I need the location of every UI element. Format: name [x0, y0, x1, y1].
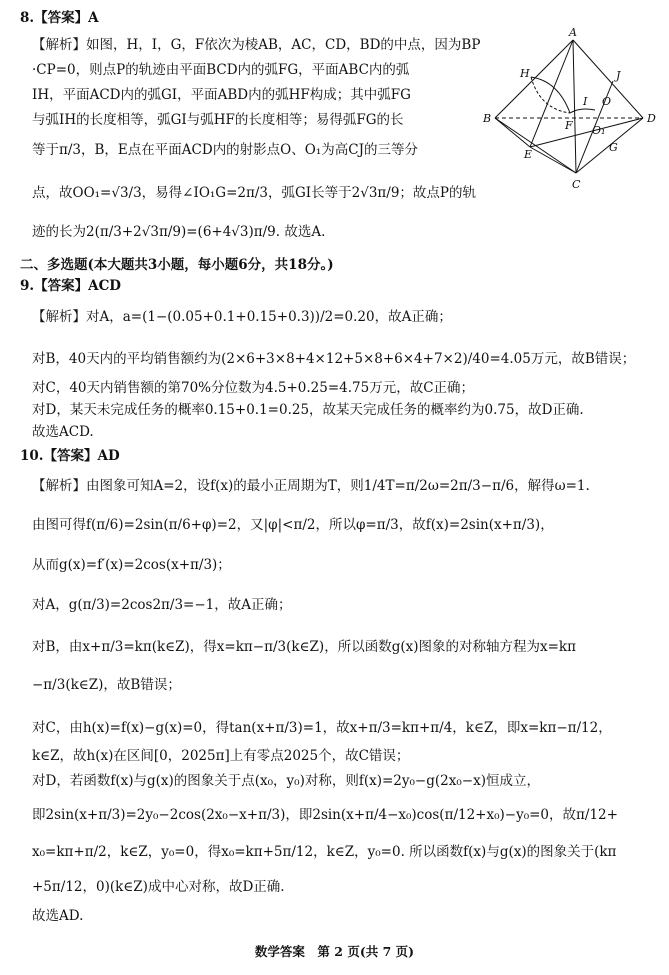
q8-analysis-line: 点，故OO₁=√3/3，易得∠IO₁G=2π/3，弧GI长等于2√3π/9；故点P的轨	[32, 185, 476, 201]
svg-text:B: B	[483, 112, 492, 125]
octahedron-diagram	[480, 25, 660, 195]
q8-analysis-line: IH，平面ACD内的弧GI，平面ABD内的弧HF构成；其中弧FG	[32, 87, 411, 103]
svg-text:G: G	[609, 141, 618, 154]
q8-analysis-line: 迹的长为2(π/3+2√3π/9)=(6+4√3)π/9. 故选A.	[32, 224, 326, 240]
q9-answer: 9.【答案】ACD	[20, 278, 122, 294]
q10-analysis-line: x₀=kπ+π/2，k∈Z，y₀=0，得x₀=kπ+5π/12，k∈Z，y₀=0. 所以函数f(x)与g(x)的图象关于(kπ	[32, 844, 617, 860]
q10-analysis-line: 即2sin(x+π/3)=2y₀−2cos(2x₀−x+π/3)，即2sin(x+π/4−x₀)cos(π/12+x₀)−y₀=0，故π/12+	[32, 807, 618, 823]
svg-text:I: I	[583, 95, 588, 108]
svg-text:J: J	[616, 69, 621, 82]
q10-answer: 10.【答案】AD	[20, 448, 120, 464]
q9-conclusion: 故选ACD.	[32, 424, 94, 440]
q8-analysis-line: 等于π/3，B，E点在平面ACD内的射影点O、O₁为高CJ的三等分	[32, 142, 418, 158]
q10-conclusion: 故选AD.	[32, 908, 84, 924]
svg-text:F: F	[565, 119, 573, 132]
svg-text:C: C	[572, 178, 581, 191]
q8-analysis-line: 与弧IH的长度相等，弧GI与弧HF的长度相等；易得弧FG的长	[32, 112, 404, 128]
section-heading: 二、多选题(本大题共3小题，每小题6分，共18分。)	[20, 257, 334, 273]
q9-analysis-line: 对B，40天内的平均销售额约为(2×6+3×8+4×12+5×8+6×4+7×2)/40=4.05万元，故B错误；	[32, 351, 636, 367]
q10-analysis-line: 【解析】由图象可知A=2，设f(x)的最小正周期为T，则1/4T=π/2ω=2π/3−π/6，解得ω=1.	[32, 478, 590, 494]
q9-analysis-line: 对D，某天未完成任务的概率0.15+0.1=0.25，故某天完成任务的概率约为0.75，故D正确.	[32, 402, 584, 418]
q10-analysis-line: k∈Z，故h(x)在区间[0，2025π]上有零点2025个，故C错误；	[32, 748, 410, 764]
q10-analysis-line: 从而g(x)=f′(x)=2cos(x+π/3)；	[32, 557, 231, 573]
q9-analysis-line: 对C，40天内销售额的第70%分位数为4.5+0.25=4.75万元，故C正确；	[32, 380, 475, 396]
q8-analysis-line: ·CP=0，则点P的轨迹由平面BCD内的弧FG，平面ABC内的弧	[32, 62, 410, 78]
q10-analysis-line: 对A，g(π/3)=2cos2π/3=−1，故A正确；	[32, 597, 292, 613]
q10-analysis-line: 对D，若函数f(x)与g(x)的图象关于点(x₀，y₀)对称，则f(x)=2y₀−g(2x₀−x)恒成立，	[32, 773, 540, 789]
q10-analysis-line: −π/3(k∈Z)，故B错误；	[32, 677, 181, 693]
q10-analysis-line: +5π/12，0)(k∈Z)成中心对称，故D正确.	[32, 879, 285, 895]
q9-analysis-line: 【解析】对A，a=(1−(0.05+0.1+0.15+0.3))/2=0.20，故A正确；	[32, 309, 452, 325]
q10-analysis-line: 由图可得f(π/6)=2sin(π/6+φ)=2，又|φ|<π/2，所以φ=π/3，故f(x)=2sin(x+π/3)，	[32, 517, 554, 533]
q10-analysis-line: 对C，由h(x)=f(x)−g(x)=0，得tan(x+π/3)=1，故x+π/3=kπ+π/4，k∈Z，即x=kπ−π/12，	[32, 720, 612, 736]
q8-answer: 8.【答案】A	[20, 10, 99, 26]
svg-text:D: D	[647, 112, 656, 125]
q10-analysis-line: 对B，由x+π/3=kπ(k∈Z)，得x=kπ−π/3(k∈Z)，所以函数g(x)图象的对称轴方程为x=kπ	[32, 639, 576, 655]
svg-text:O₁: O₁	[592, 124, 606, 137]
svg-text:E: E	[524, 148, 533, 161]
page-footer: 数学答案 第 2 页(共 7 页)	[254, 944, 415, 959]
q8-analysis-line: 【解析】如图，H，I，G，F依次为棱AB，AC，CD，BD的中点，因为BP	[32, 37, 481, 53]
svg-text:H: H	[520, 67, 530, 80]
svg-text:O: O	[602, 95, 612, 108]
svg-text:A: A	[569, 26, 577, 39]
